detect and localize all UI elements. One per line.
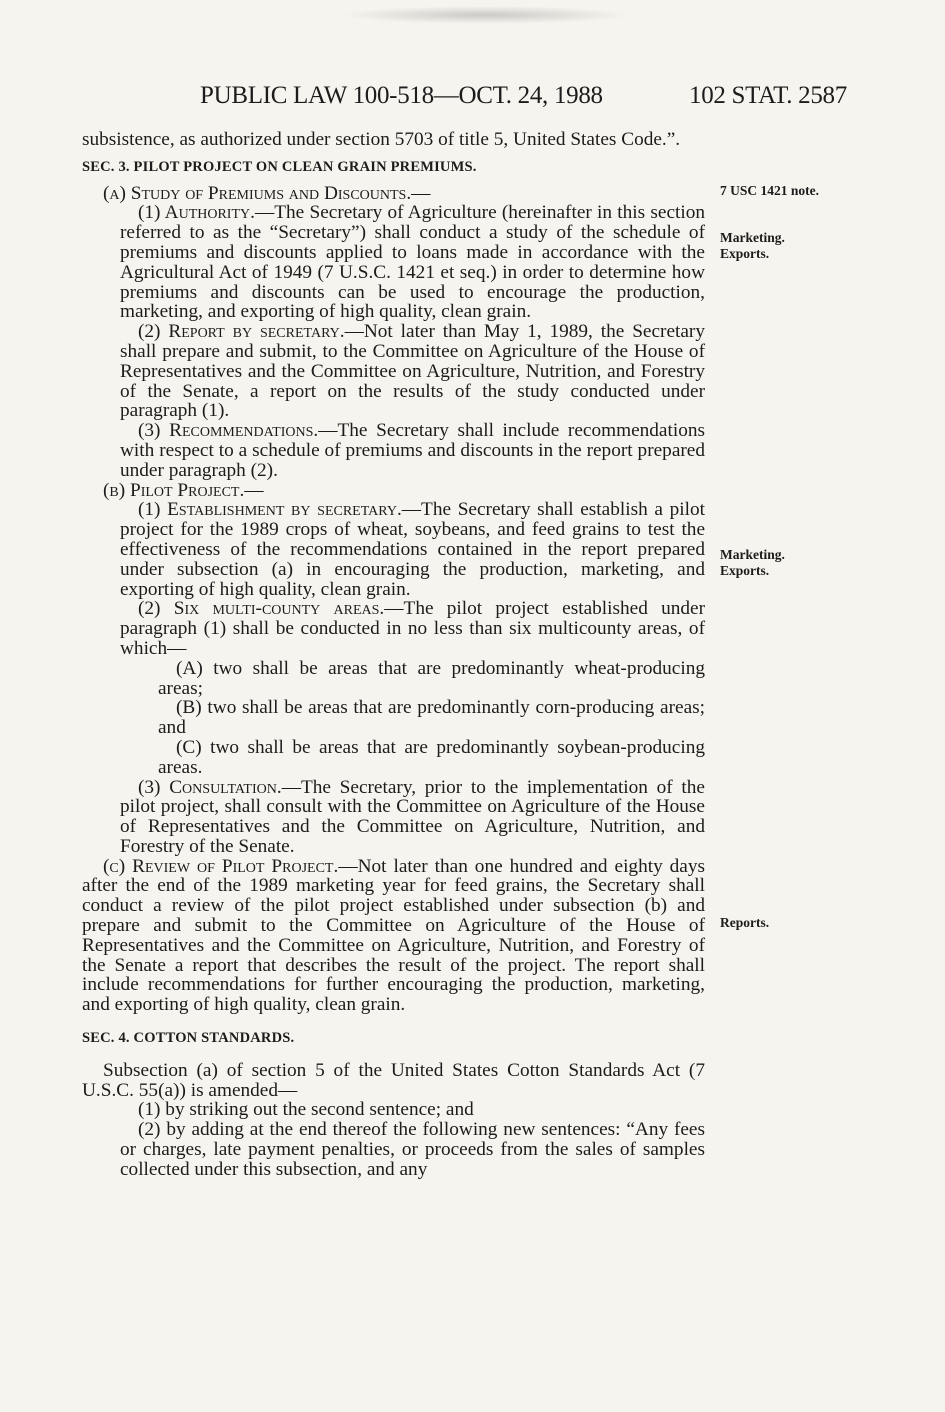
margin-note-reports: Reports. — [720, 915, 770, 930]
margin-note-marketing-1 — [720, 230, 785, 262]
paragraph-a2-label: (2) Report by secretary. — [138, 321, 345, 343]
page-header-title: PUBLIC LAW 100-518—OCT. 24, 1988 — [200, 82, 603, 109]
clause-b2A: (A) two shall be areas that are predominantly wheat-producing areas; — [158, 657, 705, 699]
section-3-heading: SEC. 3. PILOT PROJECT ON CLEAN GRAIN PREMIUMS. — [82, 158, 477, 175]
statute-body — [82, 130, 705, 1180]
paragraph-a1 — [82, 203, 705, 322]
paragraph-b1 — [82, 500, 705, 599]
subsection-a-heading — [82, 184, 705, 204]
paragraph-b2-label: (2) Six multi-county areas. — [138, 598, 385, 620]
paragraph-b2 — [82, 599, 705, 658]
scan-smudge — [340, 6, 630, 24]
margin-note-marketing: Marketing. — [720, 230, 785, 245]
section-4-item-1: (1) by striking out the second sentence; and — [138, 1099, 474, 1121]
margin-note-marketing-2 — [720, 547, 785, 579]
margin-note-exports: Exports. — [720, 246, 770, 261]
paragraph-b1-label: (1) Establishment by secretary. — [138, 499, 402, 521]
section-4-heading: SEC. 4. COTTON STANDARDS. — [82, 1030, 295, 1047]
margin-note-usc: 7 USC 1421 note. — [720, 183, 820, 198]
paragraph-b1-text: —The Secretary shall establish a pilot project for the 1989 crops of wheat, soybeans, and feed grains to test the effectiveness of the recommendations contained in the report prepared under subsection (a) in encouraging the production, marketing, and exporting of high quality, clean grain. — [120, 499, 705, 600]
clause-b2B: (B) two shall be areas that are predominantly corn-producing areas; and — [158, 697, 705, 739]
subsection-c-label: (c) Review of Pilot Project. — [103, 855, 339, 877]
subsection-b-heading — [82, 481, 705, 501]
page-header-stat: 102 STAT. 2587 — [689, 82, 847, 109]
paragraph-b3-text: —The Secretary, prior to the implementation of the pilot project, shall consult with the Committee on Agriculture of the House of Representatives and the Committee on Agriculture, Nutrition, and Forestry of the Senate. — [120, 776, 705, 857]
paragraph-intro: subsistence, as authorized under section 5703 of title 5, United States Code.”. — [82, 129, 681, 150]
paragraph-a1-text: —The Secretary of Agriculture (hereinafter in this section referred to as the “Secretary”) shall conduct a study of the schedule of premiums and discounts applied to loans made in accordance with the Agricultural Act of 1949 (7 U.S.C. 1421 et seq.) in order to determine how premiums and discounts can be used to encourage the production, marketing, and exporting of high quality, clean grain. — [120, 202, 706, 323]
paragraph-b3-label: (3) Consultation. — [138, 776, 282, 798]
paragraph-a2 — [82, 322, 705, 421]
margin-note-exports: Exports. — [720, 563, 770, 578]
paragraph-a3-label: (3) Recommendations. — [138, 420, 319, 442]
paragraph-a3-text: —The Secretary shall include recommendations with respect to a schedule of premiums and discounts in the report prepared under paragraph (2). — [120, 420, 705, 481]
paragraph-b3 — [82, 778, 705, 857]
section-4-item-2: (2) by adding at the end thereof the following new sentences: “Any fees or charges, late payment penalties, or proceeds from the sales of samples collected under this subsection, and any — [120, 1119, 705, 1180]
subsection-c-text: —Not later than one hundred and eighty days after the end of the 1989 marketing year for feed grains, the Secretary shall conduct a review of the pilot project established under subsection (b) and prepare and submit to the Committee on Agriculture of the House of Representatives and the Committee on Agriculture, Nutrition, and Forestry of the Senate a report that describes the result of the project. The report shall include recommendations for further encouraging the production, marketing, and exporting of high quality, clean grain. — [82, 855, 705, 1016]
paragraph-a2-text: —Not later than May 1, 1989, the Secretary shall prepare and submit, to the Committee on Agriculture of the House of Representatives and the Committee on Agriculture, Nutrition, and Forestry of the Senate, a report on the results of the study conducted under paragraph (1). — [120, 321, 705, 422]
subsection-c — [82, 857, 705, 1015]
clause-b2C: (C) two shall be areas that are predominantly soybean-producing areas. — [158, 736, 705, 778]
subsection-a-title: (a) Study of Premiums and Discounts.— — [103, 182, 431, 204]
paragraph-a1-label: (1) Authority. — [138, 202, 255, 224]
subsection-b-title: (b) Pilot Project.— — [103, 479, 264, 501]
margin-note-marketing: Marketing. — [720, 547, 785, 562]
paragraph-b2-text: —The pilot project established under paragraph (1) shall be conducted in no less than six multicounty areas, of which— — [120, 598, 706, 659]
section-4-intro: Subsection (a) of section 5 of the United States Cotton Standards Act (7 U.S.C. 55(a)) is amended— — [82, 1059, 705, 1101]
paragraph-a3 — [82, 421, 705, 480]
